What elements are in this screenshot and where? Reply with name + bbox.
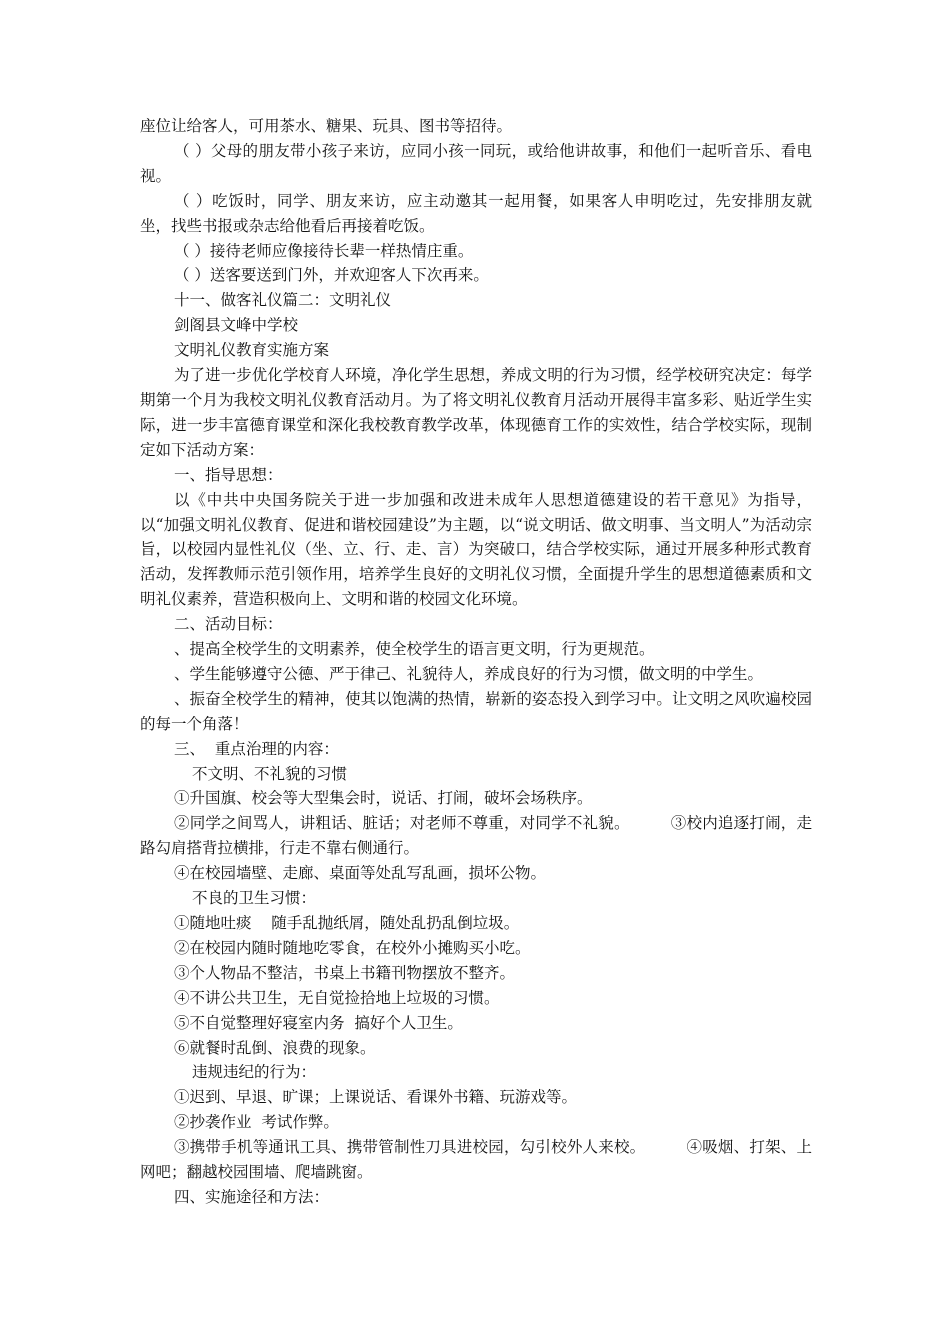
paragraph-2: （ ）父母的朋友带小孩子来访，应同小孩一同玩，或给他讲故事，和他们一起听音乐、看电视。 bbox=[140, 141, 812, 185]
paragraph-5: （ ）送客要送到门外，并欢迎客人下次再来。 bbox=[174, 266, 489, 285]
subheading-hygiene-habits: 不良的卫生习惯： bbox=[192, 889, 317, 908]
paragraph-1: 座位让给客人，可用茶水、糖果、玩具、图书等招待。 bbox=[140, 117, 513, 135]
subheading-violations: 违规违纪的行为： bbox=[192, 1063, 317, 1082]
list-item: ①随地吐痰 随手乱抛纸屑，随处乱扔乱倒垃圾。 bbox=[174, 914, 520, 932]
list-item: ④不讲公共卫生，无自觉捡拾地上垃圾的习惯。 bbox=[174, 988, 500, 1007]
list-item: ①迟到、早退、旷课；上课说话、看课外书籍、玩游戏等。 bbox=[174, 1088, 578, 1107]
intro-paragraph: 为了进一步优化学校育人环境，净化学生思想，养成文明的行为习惯，经学校研究决定：每学期第一个月为我校文明礼仪教育活动月。为了将文明礼仪教育月活动开展得丰富多彩、贴近学生实际，进一步丰富德育课堂和深化我校教育教学改革，体现德育工作的实效性，结合学校实际，现制定如下活动方案： bbox=[140, 366, 812, 459]
list-item: ③携带手机等通讯工具、携带管制性刀具进校园，勾引校外人来校。 ④吸烟、打架、上网吧；翻越校园围墙、爬墙跳窗。 bbox=[140, 1138, 812, 1182]
section-heading-1: 一、指导思想： bbox=[174, 465, 283, 484]
list-item: ②同学之间骂人，讲粗话、脏话；对老师不尊重，对同学不礼貌。 ③校内追逐打闹，走路勾肩搭背拉横排，行走不靠右侧通行。 bbox=[140, 814, 812, 858]
plan-title: 文明礼仪教育实施方案 bbox=[174, 341, 330, 360]
guiding-thought-paragraph: 以《中共中央国务院关于进一步加强和改进未成年人思想道德建设的若干意见》为指导，以“加强文明礼仪教育、促进和谐校园建设”为主题，以“说文明话、做文明事、当文明人”为活动宗旨，以校园内显性礼仪（坐、立、行、走、言）为突破口，结合学校实际，通过开展多种形式教育活动，发挥教师示范引领作用，培养学生良好的文明礼仪习惯，全面提升学生的思想道德素质和文明礼仪素养，营造积极向上、文明和谐的校园文化环境。 bbox=[140, 490, 812, 609]
school-name: 剑阁县文峰中学校 bbox=[174, 316, 299, 335]
goal-item-2: 、学生能够遵守公德、严于律己、礼貌待人，养成良好的行为习惯，做文明的中学生。 bbox=[174, 664, 764, 683]
section-heading-4: 四、实施途径和方法： bbox=[174, 1187, 330, 1206]
goal-item-1: 、提高全校学生的文明素养，使全校学生的语言更文明，行为更规范。 bbox=[174, 640, 655, 659]
subheading-uncivil-habits: 不文明、不礼貌的习惯 bbox=[192, 764, 348, 783]
paragraph-4: （ ）接待老师应像接待长辈一样热情庄重。 bbox=[174, 241, 474, 260]
list-item: ③个人物品不整洁，书桌上书籍刊物摆放不整齐。 bbox=[174, 963, 516, 982]
paragraph-3: （ ）吃饭时，同学、朋友来访，应主动邀其一起用餐，如果客人申明吃过，先安排朋友就坐，找些书报或杂志给他看后再接着吃饭。 bbox=[140, 191, 812, 235]
list-item: ⑥就餐时乱倒、浪费的现象。 bbox=[174, 1038, 376, 1057]
section-heading-11: 十一、做客礼仪篇二：文明礼仪 bbox=[174, 291, 392, 310]
list-item: ⑤不自觉整理好寝室内务 搞好个人卫生。 bbox=[174, 1013, 463, 1032]
list-item: ①升国旗、校会等大型集会时，说话、打闹，破坏会场秩序。 bbox=[174, 789, 593, 808]
goal-item-3: 、振奋全校学生的精神，使其以饱满的热情，崭新的姿态投入到学习中。让文明之风吹遍校园的每一个角落！ bbox=[140, 689, 812, 733]
list-item: ④在校园墙壁、走廊、桌面等处乱写乱画，损坏公物。 bbox=[174, 864, 547, 883]
list-item: ②抄袭作业 考试作弊。 bbox=[174, 1113, 339, 1132]
section-heading-2: 二、活动目标： bbox=[174, 615, 283, 634]
list-item: ②在校园内随时随地吃零食，在校外小摊购买小吃。 bbox=[174, 938, 531, 957]
section-heading-3: 三、 重点治理的内容： bbox=[174, 739, 339, 758]
